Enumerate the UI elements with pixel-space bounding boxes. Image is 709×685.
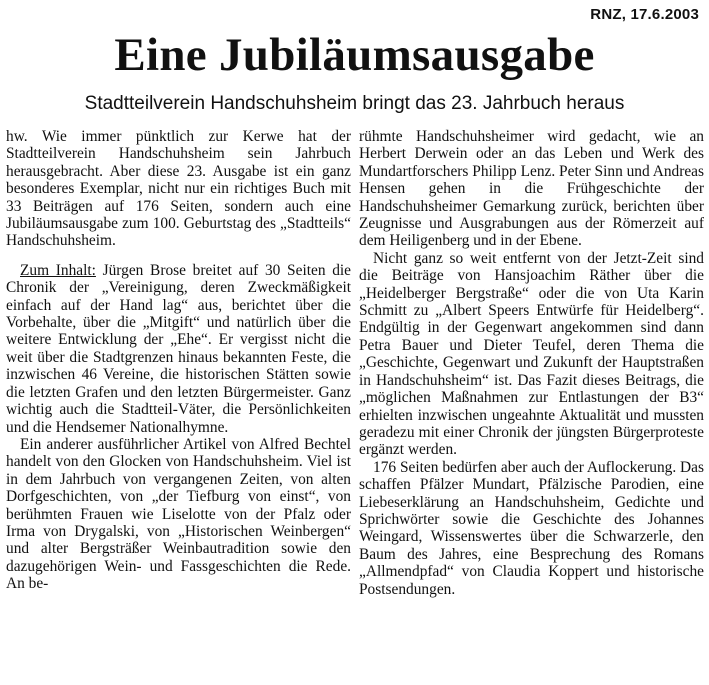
paragraph-bechtel: Ein anderer ausführlicher Artikel von Alfred Bechtel handelt von den Glocken von Handschuhsheim. Viel ist in dem Jahrbuch von vergangenen Zeiten, von alten Dorfgeschichten, von „der Tiefburg von einst“, von berühmten Frauen wie Liselotte von der Pfalz oder Irma von Drygalski, von „Historischen Weinbergen“ und alter Bergsträßer Weinbautradition sowie den dazugehörigen Wein- und Fassgeschichten die Rede. An be- [6, 435, 351, 593]
paragraph-present: Nicht ganz so weit entfernt von der Jetzt-Zeit sind die Beiträge von Hansjoachim Räther über die „Heidelberger Bergstraße“ oder die von Uta Karin Schmitt zu „Albert Speers Entwürfe für Heidelberg“. Endgültig in der Gegenwart angekommen sind dann Petra Bauer und Dieter Teufel, deren Thema die „Geschichte, Gegenwart und Zukunft der Hauptstraßen in Handschuhsheim“ ist. Das Fazit dieses Beitrags, die „möglichen Maßnahmen zur Entlastungen der B3“ erhielten inzwischen ungeahnte Aktualität und mussten geradezu mit einer Chronik der jüngsten Bürgerproteste ergänzt werden. [359, 249, 704, 459]
paragraph-body: Jürgen Brose breitet auf 30 Seiten die Chronik der „Vereinigung, deren Zweckmäßigkeit einfach auf der Hand lag“ aus, berichtet über die Vorbehalte, über die „Mitgift“ und natürlich über die weitere Entwicklung der „Ehe“. Er vergisst nicht die weit über die Stadtgrenzen hinaus bekannten Feste, die inzwischen 46 Vereine, die historischen Stätten sowie die letzten Grafen und den letzten Bürgermeister. Ganz wichtig auch die Stadtteil-Väter, die Persönlichkeiten und die Hendsemer Nationalhymne. [6, 261, 352, 436]
paragraph-continuation: rühmte Handschuhsheimer wird gedacht, wie an Herbert Derwein oder an das Leben und Werk des Mundartforschers Philipp Lenz. Peter Sinn und Andreas Hensen gehen in die Frühgeschichte der Handschuhsheimer Gemarkung zurück, berichten über Zeugnisse und Ausgrabungen aus der Römerzeit auf dem Heiligenberg und in der Ebene. [359, 128, 704, 250]
subheadline: Stadtteilverein Handschuhsheim bringt das 23. Jahrbuch heraus [84, 93, 625, 114]
headline: Eine Jubiläumsausgabe [114, 29, 595, 81]
newspaper-source-date: RNZ, 17.6.2003 [590, 6, 699, 23]
paragraph-intro: hw. Wie immer pünktlich zur Kerwe hat der Stadtteilverein Handschuhsheim sein Jahrbuch herausgebracht. Aber diese 23. Ausgabe ist ein ganz besonderes Exemplar, nicht nur ein richtiges Buch mit 33 Beiträgen auf 176 Seiten, sondern auch eine Jubiläumsausgabe zum 100. Geburtstag des „Stadtteils“ Handschuhsheim. [6, 128, 351, 250]
paragraph-lead: Zum Inhalt: [20, 261, 96, 279]
article-column-left [6, 128, 351, 593]
paragraph-content [6, 262, 351, 436]
article-column-right [359, 128, 704, 598]
paragraph-closing: 176 Seiten bedürfen aber auch der Auflockerung. Das schaffen Pfälzer Mundart, Pfälzische Parodien, eine Liebeserklärung an Handschuhsheim, Gedichte und Sprichwörter sowie die Geschichte des Johannes Weingard, Wissenswertes über die Schwarzerle, den Baum des Jahres, eine Besprechung des Romans „Allmendpfad“ von Claudia Koppert und historische Postsendungen. [359, 458, 704, 598]
